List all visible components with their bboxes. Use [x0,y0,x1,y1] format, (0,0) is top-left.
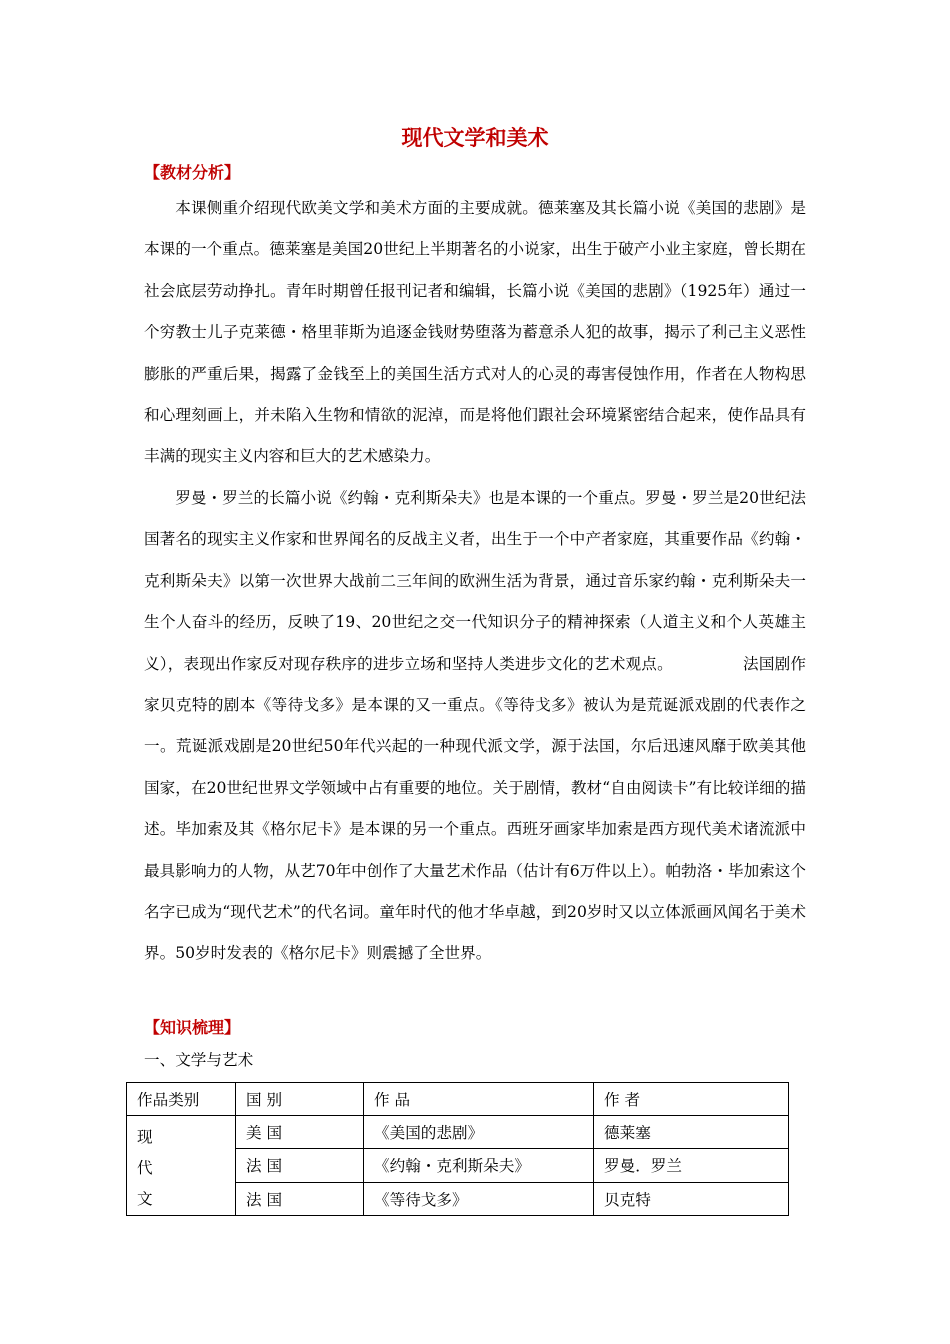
header-country: 国 别 [236,1083,364,1116]
paragraph-analysis-2b: 法国剧作家贝克特的剧本《等待戈多》是本课的又一重点。《等待戈多》被认为是荒诞派戏剧的代表作之一。荒诞派戏剧是20世纪50年代兴起的一种现代派文学，源于法国，尔后迅速风靡于欧美其他国家，在20世纪世界文学领域中占有重要的地位。关于剧情，教材“自由阅读卡”有比较详细的描述。毕加索及其《格尔尼卡》是本课的另一个重点。西班牙画家毕加索是西方现代美术诸流派中最具影响力的人物，从艺70年中创作了大量艺术作品（估计有6万件以上）。帕勃洛・毕加索这个名字已成为“现代艺术”的代名词。童年时代的他才华卓越，到20岁时又以立体派画风闻名于美术界。50岁时发表的《格尔尼卡》则震撼了全世界。 [144,654,806,963]
header-category: 作品类别 [127,1083,236,1116]
category-cell [127,1116,236,1216]
section-heading-knowledge: 【知识梳理】 [144,1018,241,1037]
paragraph-analysis-2 [144,478,806,975]
subheading-literature-art: 一、文学与艺术 [144,1051,254,1069]
author-cell: 罗曼．罗兰 [594,1149,789,1182]
header-work: 作 品 [364,1083,594,1116]
works-table [126,1082,789,1216]
work-cell: 《等待戈多》 [364,1182,594,1215]
author-cell: 德莱塞 [594,1116,789,1149]
table-header-row [127,1083,789,1116]
paragraph-analysis-2a: 罗曼・罗兰的长篇小说《约翰・克利斯朵夫》也是本课的一个重点。罗曼・罗兰是20世纪法国著名的现实主义作家和世界闻名的反战主义者，出生于一个中产者家庭，其重要作品《约翰・克利斯朵夫》以第一次世界大战前二三年间的欧洲生活为背景，通过音乐家约翰・克利斯朵夫一生个人奋斗的经历，反映了19、20世纪之交一代知识分子的精神探索（人道主义和个人英雄主义），表现出作家反对现存秩序的进步立场和坚持人类进步文化的艺术观点。 [144,489,806,673]
header-author: 作 者 [594,1083,789,1116]
country-cell: 法 国 [236,1149,364,1182]
work-cell: 《约翰・克利斯朵夫》 [364,1149,594,1182]
section-heading-analysis: 【教材分析】 [144,163,241,182]
page-title: 现代文学和美术 [401,126,549,150]
author-cell: 贝克特 [594,1182,789,1215]
paragraph-analysis-1: 本课侧重介绍现代欧美文学和美术方面的主要成就。德莱塞及其长篇小说《美国的悲剧》是本课的一个重点。德莱塞是美国20世纪上半期著名的小说家，出生于破产小业主家庭，曾长期在社会底层劳动挣扎。青年时期曾任报刊记者和编辑，长篇小说《美国的悲剧》（1925年）通过一个穷教士儿子克莱德・格里菲斯为追逐金钱财势堕落为蓄意杀人犯的故事，揭示了利己主义恶性膨胀的严重后果，揭露了金钱至上的美国生活方式对人的心灵的毒害侵蚀作用，作者在人物构思和心理刻画上，并未陷入生物和情欲的泥淖，而是将他们跟社会环境紧密结合起来，使作品具有丰满的现实主义内容和巨大的艺术感染力。 [144,199,806,466]
work-cell: 《美国的悲剧》 [364,1116,594,1149]
country-cell: 美 国 [236,1116,364,1149]
table-row [127,1116,789,1149]
country-cell: 法 国 [236,1182,364,1215]
category-char: 现 [137,1128,153,1146]
category-char: 代 [137,1159,153,1177]
category-char: 文 [137,1190,153,1208]
